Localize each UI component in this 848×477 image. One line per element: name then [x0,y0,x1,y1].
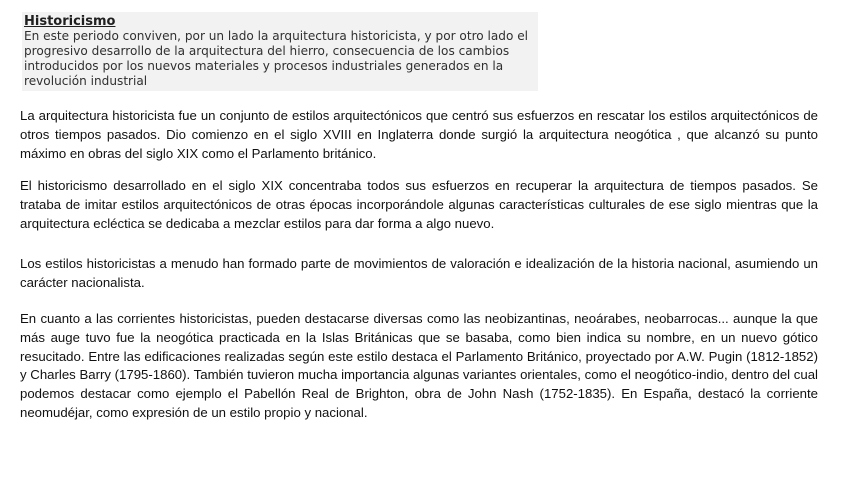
paragraph-3: Los estilos historicistas a menudo han formado parte de movimientos de valoración e idealización de la historia nacional, asumiendo un carácter nacionalista. [20,256,818,290]
header-summary: En este periodo conviven, por un lado la arquitectura historicista, y por otro lado el progresivo desarrollo de la arquitectura del hierro, consecuencia de los cambios introducidos por los nuevos materiales y procesos industriales generados en la revolución industrial [24,29,529,88]
paragraph-2: El historicismo desarrollado en el siglo XIX concentraba todos sus esfuerzos en recuperar la arquitectura de tiempos pasados. Se trataba de imitar estilos arquitectónicos de otras épocas incorporándole algunas características culturales de ese siglo mientras que la arquitectura ecléctica se dedicaba a mezclar estilos para dar forma a algo nuevo. [20,178,818,231]
paragraph-4: En cuanto a las corrientes historicistas, pueden destacarse diversas como las neobizantinas, neoárabes, neobarrocas... aunque la que más auge tuvo fue la neogótica practicada en la Islas Británicas que se basaba, como bien indica su nombre, en un nuevo gótico resucitado. Entre las edificaciones realizadas según este estilo destaca el Parlamento Británico, proyectado por A.W. Pugin (1812-1852) y Charles Barry (1795-1860). También tuvieron mucha importancia algunas variantes orientales, como el neogótico-indio, dentro del cual podemos destacar como ejemplo el Pabellón Real de Brighton, obra de John Nash (1752-1835). En España, destacó la corriente neomudéjar, como expresión de un estilo propio y nacional. [20,311,818,420]
section-title: Historicismo [24,14,116,29]
paragraph-1: La arquitectura historicista fue un conjunto de estilos arquitectónicos que centró sus esfuerzos en rescatar los estilos arquitectónicos de otros tiempos pasados. Dio comienzo en el siglo XVIII en Inglaterra donde surgió la arquitectura neogótica , que alcanzó su punto máximo en obras del siglo XIX como el Parlamento británico. [20,108,818,161]
header-box [22,12,538,91]
